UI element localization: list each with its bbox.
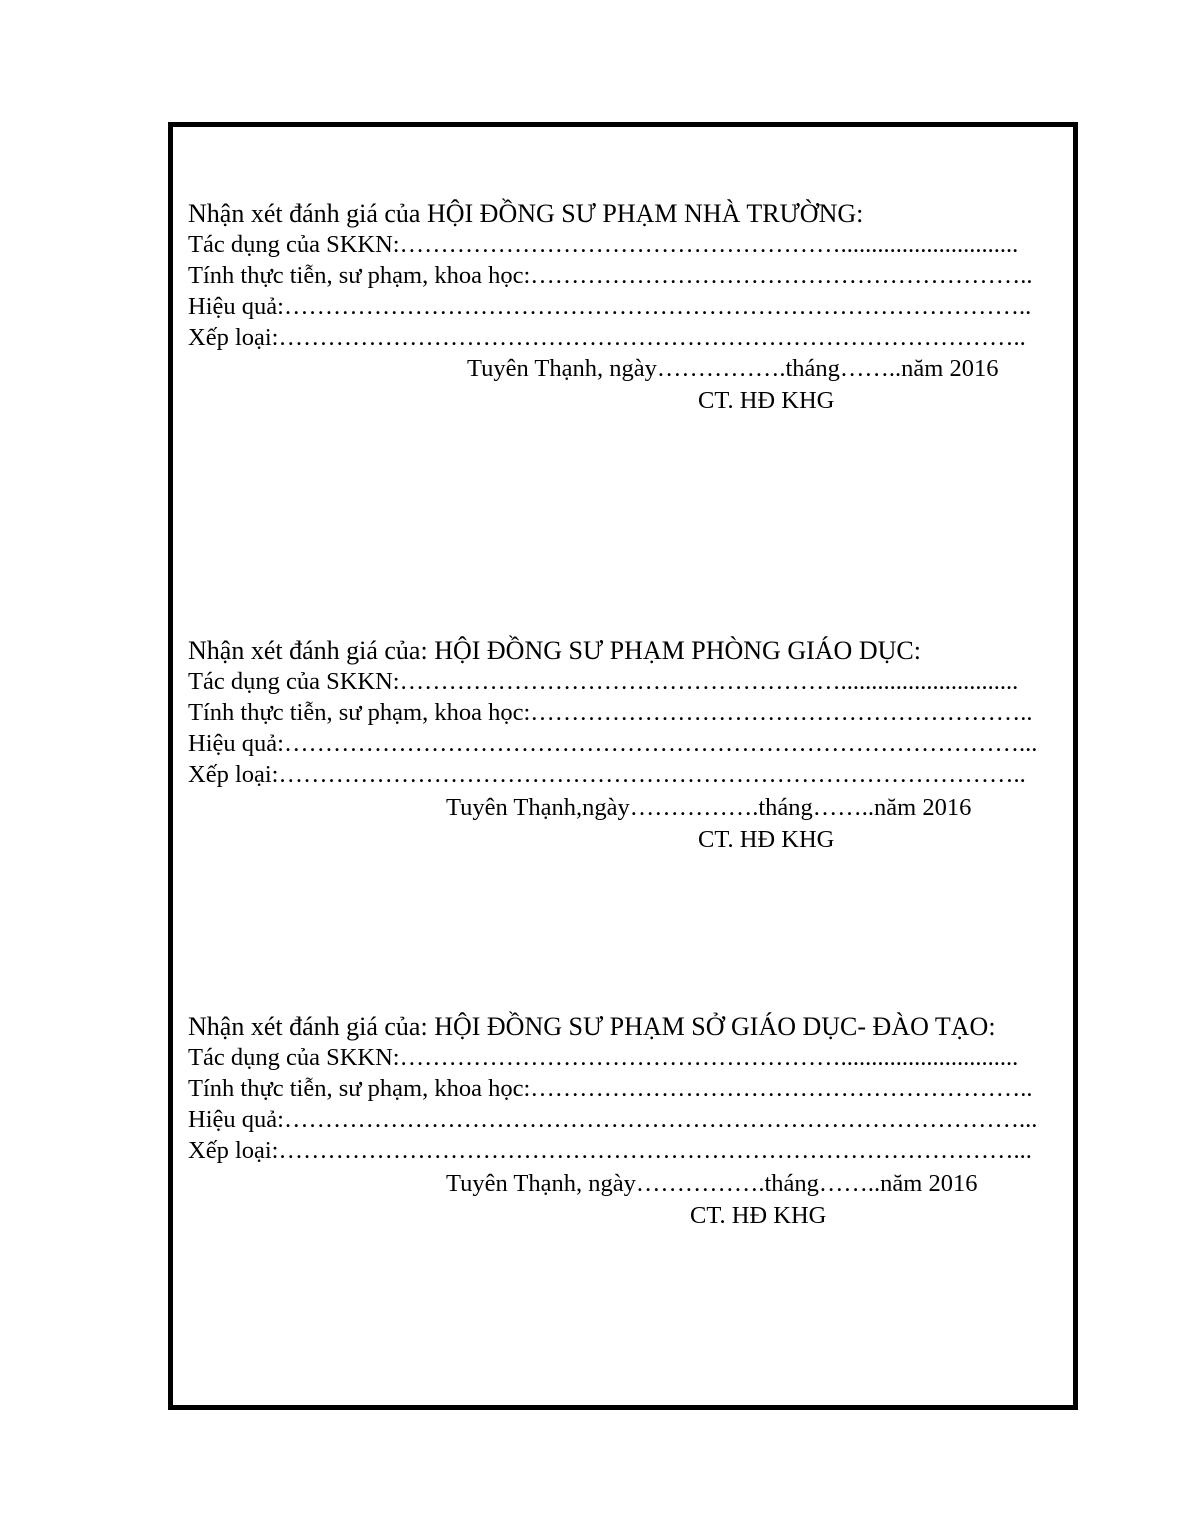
fill-in-dots[interactable]: ………………………………………………………………………………... — [278, 1137, 1032, 1164]
school-council-evaluation-section — [188, 198, 1090, 353]
sign-date-line: Tuyên Thạnh, ngày…………….tháng……..năm 2016 — [467, 355, 999, 382]
field-practicality-row — [188, 697, 1090, 728]
field-effect-row — [188, 1042, 1090, 1073]
fill-in-dots[interactable]: …………………………………………………….. — [530, 262, 1033, 289]
fill-in-dots[interactable]: ……………………………………………………………………………….. — [283, 293, 1032, 320]
fill-in-dots[interactable]: ……………………………………………………………………………….. — [278, 761, 1026, 788]
field-label: Tính thực tiễn, sư phạm, khoa học: — [188, 262, 531, 289]
section-heading: Nhận xét đánh giá của: HỘI ĐỒNG SƯ PHẠM PHÒNG GIÁO DỤC: — [188, 636, 921, 665]
section-heading: Nhận xét đánh giá của: HỘI ĐỒNG SƯ PHẠM SỞ GIÁO DỤC- ĐÀO TẠO: — [188, 1012, 996, 1041]
fill-in-dots[interactable]: ………………………………………………………………………………... — [283, 1106, 1038, 1133]
fill-in-dots[interactable]: ………………………………………………............................. — [399, 668, 1019, 695]
field-effect-row — [188, 666, 1090, 697]
field-label: Tác dụng của SKKN: — [188, 231, 400, 258]
field-efficiency-row — [188, 291, 1090, 322]
district-office-evaluation-section — [188, 635, 1090, 790]
fill-in-dots[interactable]: ………………………………………………............................. — [399, 231, 1019, 258]
field-efficiency-row — [188, 728, 1090, 759]
fill-in-dots[interactable]: ………………………………………………............................. — [399, 1044, 1019, 1071]
field-practicality-row — [188, 1073, 1090, 1104]
field-label: Hiệu quả: — [188, 730, 284, 757]
section-heading: Nhận xét đánh giá của HỘI ĐỒNG SƯ PHẠM NHÀ TRƯỜNG: — [188, 199, 864, 228]
field-label: Xếp loại: — [188, 761, 279, 788]
fill-in-dots[interactable]: …………………………………………………….. — [530, 699, 1033, 726]
signer-title: CT. HĐ KHG — [690, 1202, 827, 1229]
field-label: Tác dụng của SKKN: — [188, 668, 400, 695]
signer-title: CT. HĐ KHG — [698, 826, 835, 853]
field-rating-row — [188, 322, 1090, 353]
field-label: Tính thực tiễn, sư phạm, khoa học: — [188, 699, 531, 726]
sign-date-line: Tuyên Thạnh,ngày…………….tháng……..năm 2016 — [446, 794, 972, 821]
field-rating-row — [188, 1135, 1090, 1166]
signer-title: CT. HĐ KHG — [698, 387, 835, 414]
field-label: Xếp loại: — [188, 1137, 279, 1164]
field-practicality-row — [188, 260, 1090, 291]
field-effect-row — [188, 229, 1090, 260]
field-label: Hiệu quả: — [188, 1106, 284, 1133]
field-label: Tính thực tiễn, sư phạm, khoa học: — [188, 1075, 531, 1102]
field-efficiency-row — [188, 1104, 1090, 1135]
field-rating-row — [188, 759, 1090, 790]
fill-in-dots[interactable]: …………………………………………………….. — [530, 1075, 1033, 1102]
sign-date-line: Tuyên Thạnh, ngày…………….tháng……..năm 2016 — [446, 1170, 978, 1197]
field-label: Hiệu quả: — [188, 293, 284, 320]
fill-in-dots[interactable]: ………………………………………………………………………………... — [283, 730, 1038, 757]
provincial-department-evaluation-section — [188, 1011, 1090, 1166]
field-label: Xếp loại: — [188, 324, 279, 351]
field-label: Tác dụng của SKKN: — [188, 1044, 400, 1071]
fill-in-dots[interactable]: ……………………………………………………………………………….. — [278, 324, 1026, 351]
